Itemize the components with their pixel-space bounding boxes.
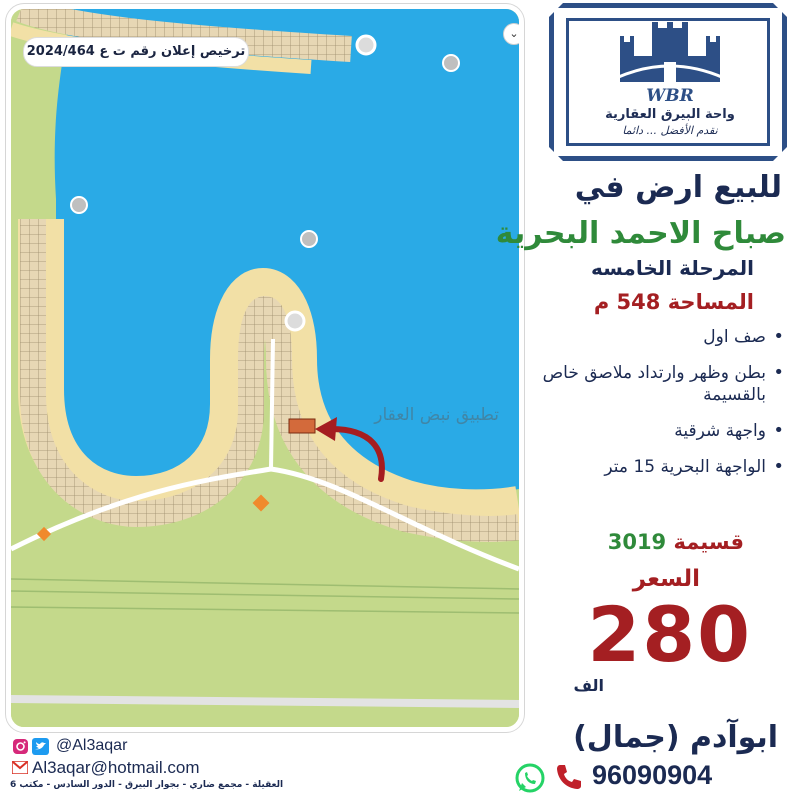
- agent-name: ابوآدم (جمال): [573, 720, 778, 755]
- social-handle[interactable]: @Al3aqar: [56, 737, 128, 754]
- parcel-number: 3019: [607, 530, 667, 554]
- price-label: السعر: [632, 566, 700, 592]
- phone-row[interactable]: [514, 760, 774, 796]
- castle-logo-icon: [612, 22, 728, 86]
- feature-item: • صف اول: [514, 326, 784, 348]
- watermark-text: تطبيق نبض العقار: [374, 405, 499, 425]
- selected-plot-highlight[interactable]: [289, 419, 315, 433]
- phone-icon[interactable]: [554, 762, 584, 792]
- chevron-down-icon[interactable]: ⌄: [503, 23, 524, 45]
- spine-road: [271, 339, 273, 469]
- phone-number[interactable]: 96090904: [592, 760, 713, 790]
- office-address: العقيلة - مجمع ضاري - بجوار البيرق - الدور السادس - مكتب 6: [10, 780, 284, 790]
- roundabout-top: [357, 36, 375, 54]
- brand-name-en: WBR: [646, 86, 694, 106]
- whatsapp-icon[interactable]: [514, 762, 546, 794]
- brand-slogan: نقدم الأفضل ... دائما: [622, 124, 718, 137]
- brand-name-ar: واحة البيرق العقارية: [605, 107, 735, 122]
- listing-location: صباح الاحمد البحرية: [495, 216, 786, 251]
- listing-headline: للبيع ارض في: [574, 170, 782, 205]
- roundabout: [286, 312, 304, 330]
- twitter-icon[interactable]: [32, 738, 49, 755]
- feature-list: [514, 326, 784, 492]
- listing-phase: المرحلة الخامسه: [590, 256, 754, 280]
- parcel-label: قسيمة: [673, 530, 744, 554]
- email-row[interactable]: [12, 758, 252, 780]
- parcel-info: [608, 530, 744, 554]
- price-value: 280: [587, 590, 752, 679]
- feature-item: • بطن وظهر وارتداد ملاصق خاص بالقسيمة: [514, 362, 784, 406]
- mail-icon[interactable]: [12, 761, 28, 774]
- feature-item: • واجهة شرقية: [514, 420, 784, 442]
- land-plan-map: [11, 9, 519, 727]
- email-address[interactable]: Al3aqar@hotmail.com: [32, 758, 200, 777]
- listing-area: المساحة 548 م: [593, 290, 754, 314]
- map-panel[interactable]: [6, 4, 524, 732]
- social-row[interactable]: [12, 738, 212, 758]
- perimeter-road: [11, 699, 519, 704]
- license-badge: ترخيص إعلان رقم ت ع 2024/464: [23, 37, 249, 67]
- price-unit: الف: [573, 676, 604, 695]
- feature-item: • الواجهة البحرية 15 متر: [514, 456, 784, 478]
- instagram-icon[interactable]: [12, 738, 29, 755]
